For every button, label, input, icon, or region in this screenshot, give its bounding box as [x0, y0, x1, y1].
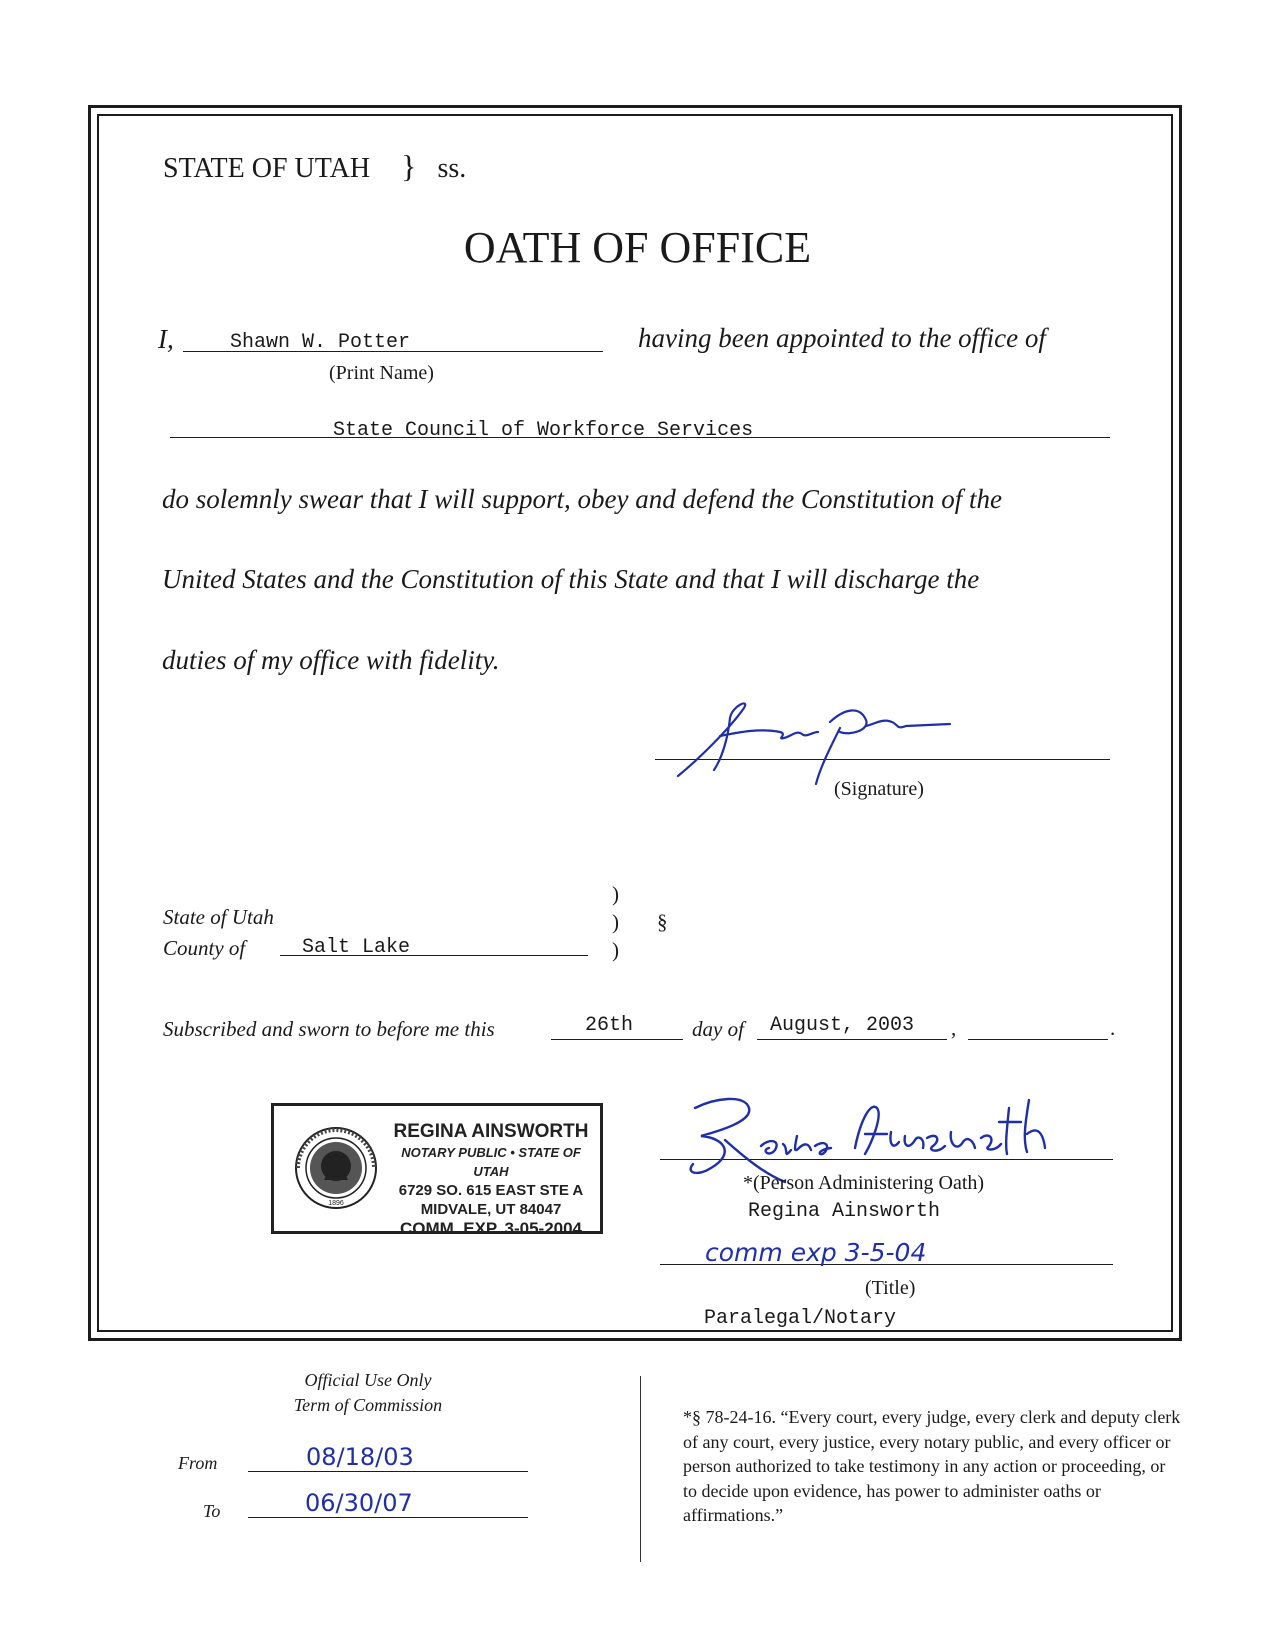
day-of-text: day of	[692, 1017, 744, 1041]
title-caption: (Title)	[865, 1277, 916, 1299]
paren-1: )	[612, 882, 619, 906]
ss-label: ss.	[437, 153, 467, 184]
day-line	[551, 1039, 683, 1040]
administrator-typed-name: Regina Ainsworth	[748, 1200, 941, 1223]
administrator-caption: *(Person Administering Oath)	[743, 1172, 985, 1194]
extra-line	[968, 1039, 1108, 1040]
signature-image	[670, 688, 990, 788]
print-name-caption: (Print Name)	[329, 362, 434, 384]
date-period: .	[1110, 1016, 1116, 1040]
state-heading	[163, 148, 466, 185]
paren-3: )	[612, 938, 619, 962]
subscribed-text: Subscribed and sworn to before me this	[163, 1017, 495, 1041]
to-line	[248, 1517, 528, 1518]
stamp-public: NOTARY PUBLIC • STATE OF UTAH	[401, 1145, 581, 1179]
handwritten-title: comm exp 3-5-04	[705, 1238, 927, 1267]
venue-county-label: County of	[163, 936, 246, 960]
from-value: 08/18/03	[306, 1443, 414, 1471]
signature-caption: (Signature)	[834, 778, 924, 800]
day-value: 26th	[585, 1014, 634, 1037]
svg-text:1896: 1896	[328, 1200, 344, 1207]
column-divider	[640, 1376, 641, 1562]
paren-2: )	[612, 910, 619, 934]
statute-text: *§ 78-24-16. “Every court, every judge, every clerk and deputy clerk of any court, every justice, every notary public, and every officer or person authorized to take testimony in any action or proceeding, or to decide upon evidence, has power to administer oaths or affirmations.”	[683, 1407, 1181, 1525]
county-value: Salt Lake	[302, 936, 411, 959]
oath-line-3: duties of my office with fidelity.	[162, 645, 500, 675]
appointed-text: having been appointed to the office of	[638, 323, 1046, 353]
typed-title: Paralegal/Notary	[704, 1307, 897, 1330]
stamp-address-2: MIDVALE, UT 84047	[420, 1201, 562, 1218]
term-heading: Term of Commission	[293, 1395, 443, 1415]
stamp-expires: COMM. EXP. 3-05-2004	[399, 1219, 583, 1238]
oath-line-2: United States and the Constitution of this State and that I will discharge the	[162, 564, 980, 594]
date-value: August, 2003	[770, 1014, 915, 1037]
notary-stamp	[271, 1103, 603, 1238]
official-use-heading: Official Use Only	[304, 1370, 432, 1390]
page-title: OATH OF OFFICE	[463, 223, 812, 272]
venue-state: State of Utah	[163, 905, 274, 929]
stamp-name: REGINA AINSWORTH	[393, 1121, 589, 1142]
from-label: From	[178, 1453, 218, 1473]
section-mark: §	[657, 910, 668, 934]
brace: }	[401, 148, 417, 184]
state-seal-icon	[294, 1126, 378, 1210]
oath-line-1: do solemnly swear that I will support, obey and defend the Constitution of the	[162, 484, 1002, 514]
to-label: To	[203, 1501, 221, 1521]
office-value: State Council of Workforce Services	[333, 419, 754, 442]
state-label: STATE OF UTAH	[163, 153, 371, 184]
stamp-address-1: 6729 SO. 615 EAST STE A	[398, 1182, 584, 1199]
date-comma: ,	[951, 1016, 957, 1040]
from-line	[248, 1471, 528, 1472]
oath-prefix: I,	[158, 324, 174, 354]
print-name-value: Shawn W. Potter	[230, 331, 411, 354]
to-value: 06/30/07	[305, 1489, 413, 1517]
date-line	[757, 1039, 947, 1040]
